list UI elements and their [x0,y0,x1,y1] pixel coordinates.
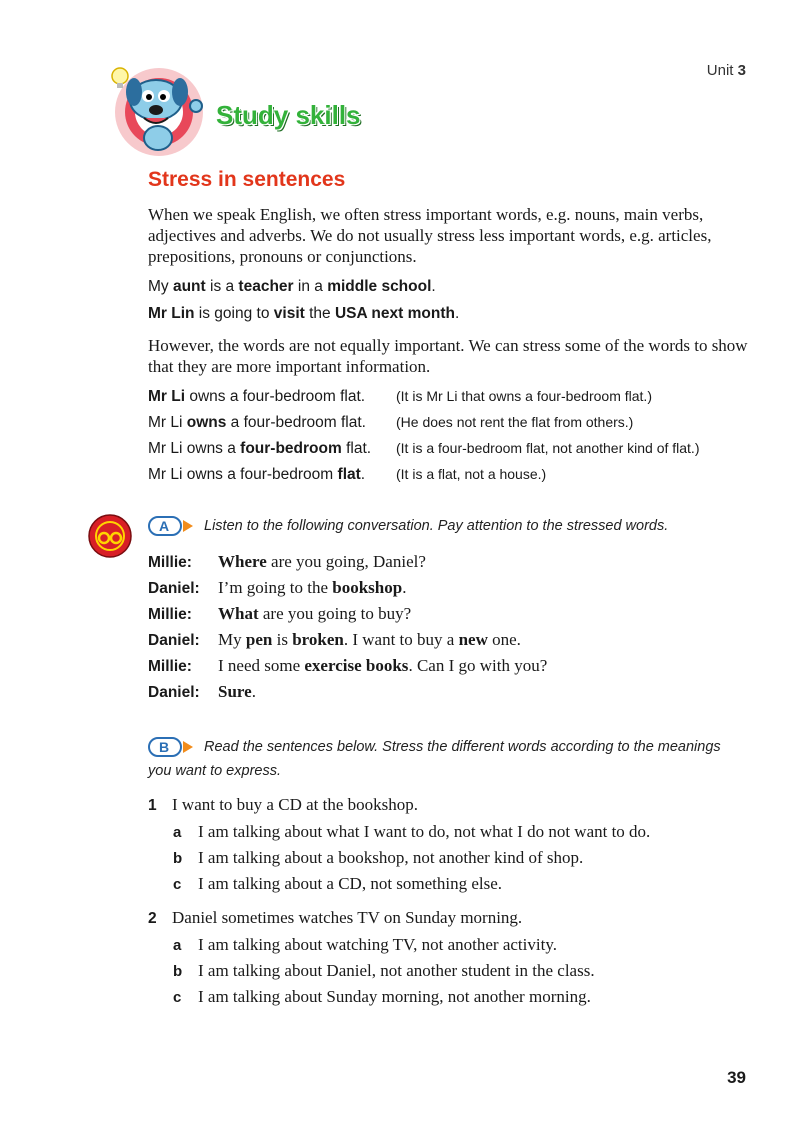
example-sentence-1: My aunt is a teacher in a middle school. [148,278,436,295]
cd-listening-icon [88,514,132,558]
stress-example: Mr Li owns a four-bedroom flat. (It is Mr Li that owns a four-bedroom flat.) [148,388,652,405]
intro-paragraph: When we speak English, we often stress important words, e.g. nouns, main verbs, adjectives and adverbs. We do not usually stress less important words, e.g. articles, prepositions, pronouns or conjunctions. [148,205,712,266]
question-1-option: c I am talking about a CD, not something else. [173,874,503,893]
unit-label-text: Unit [706,62,734,79]
question-2-option: a I am talking about watching TV, not another activity. [173,935,557,954]
question-2-option: c I am talking about Sunday morning, not another morning. [173,987,591,1006]
study-skills-title: Study skills [216,100,361,130]
part-b-badge [148,737,194,757]
example-sentence-2: Mr Lin is going to visit the USA next month. [148,305,460,322]
question-2: 2 Daniel sometimes watches TV on Sunday morning. [148,908,523,927]
part-a-badge [148,516,194,536]
part-b-letter: B [158,739,170,755]
question-1-option: a I am talking about what I want to do, not what I do not want to do. [173,822,651,841]
dialogue-line: Daniel: Sure. [148,682,256,701]
stress-example: Mr Li owns a four-bedroom flat. (He does not rent the flat from others.) [148,414,634,431]
dialogue-line: Millie: I need some exercise books. Can I go with you? [148,656,548,675]
part-b-instruction-line1: Read the sentences below. Stress the different words according to the meanings [204,739,721,755]
part-a-letter: A [158,518,170,534]
unit-label [707,62,746,79]
question-1: 1 I want to buy a CD at the bookshop. [148,795,418,814]
part-a-instruction: Listen to the following conversation. Pay attention to the stressed words. [204,518,669,534]
unit-number: 3 [737,62,746,79]
part-b-instruction-line2: you want to express. [148,763,281,779]
question-2-option: b I am talking about Daniel, not another student in the class. [173,961,595,980]
section-title: Stress in sentences [148,168,346,191]
page-number: 39 [727,1068,746,1087]
dialogue-line: Daniel: My pen is broken. I want to buy a new one. [148,630,521,649]
stress-example: Mr Li owns a four-bedroom flat. (It is a flat, not a house.) [148,466,547,483]
question-1-option: b I am talking about a bookshop, not another kind of shop. [173,848,584,867]
dialogue-line: Millie: What are you going to buy? [148,604,412,623]
however-paragraph: However, the words are not equally important. We can stress some of the words to show that they are more important information. [148,336,748,376]
dialogue-line: Millie: Where are you going, Daniel? [148,552,426,571]
dialogue-line: Daniel: I’m going to the bookshop. [148,578,407,597]
stress-example: Mr Li owns a four-bedroom flat. (It is a four-bedroom flat, not another kind of flat.) [148,440,700,457]
